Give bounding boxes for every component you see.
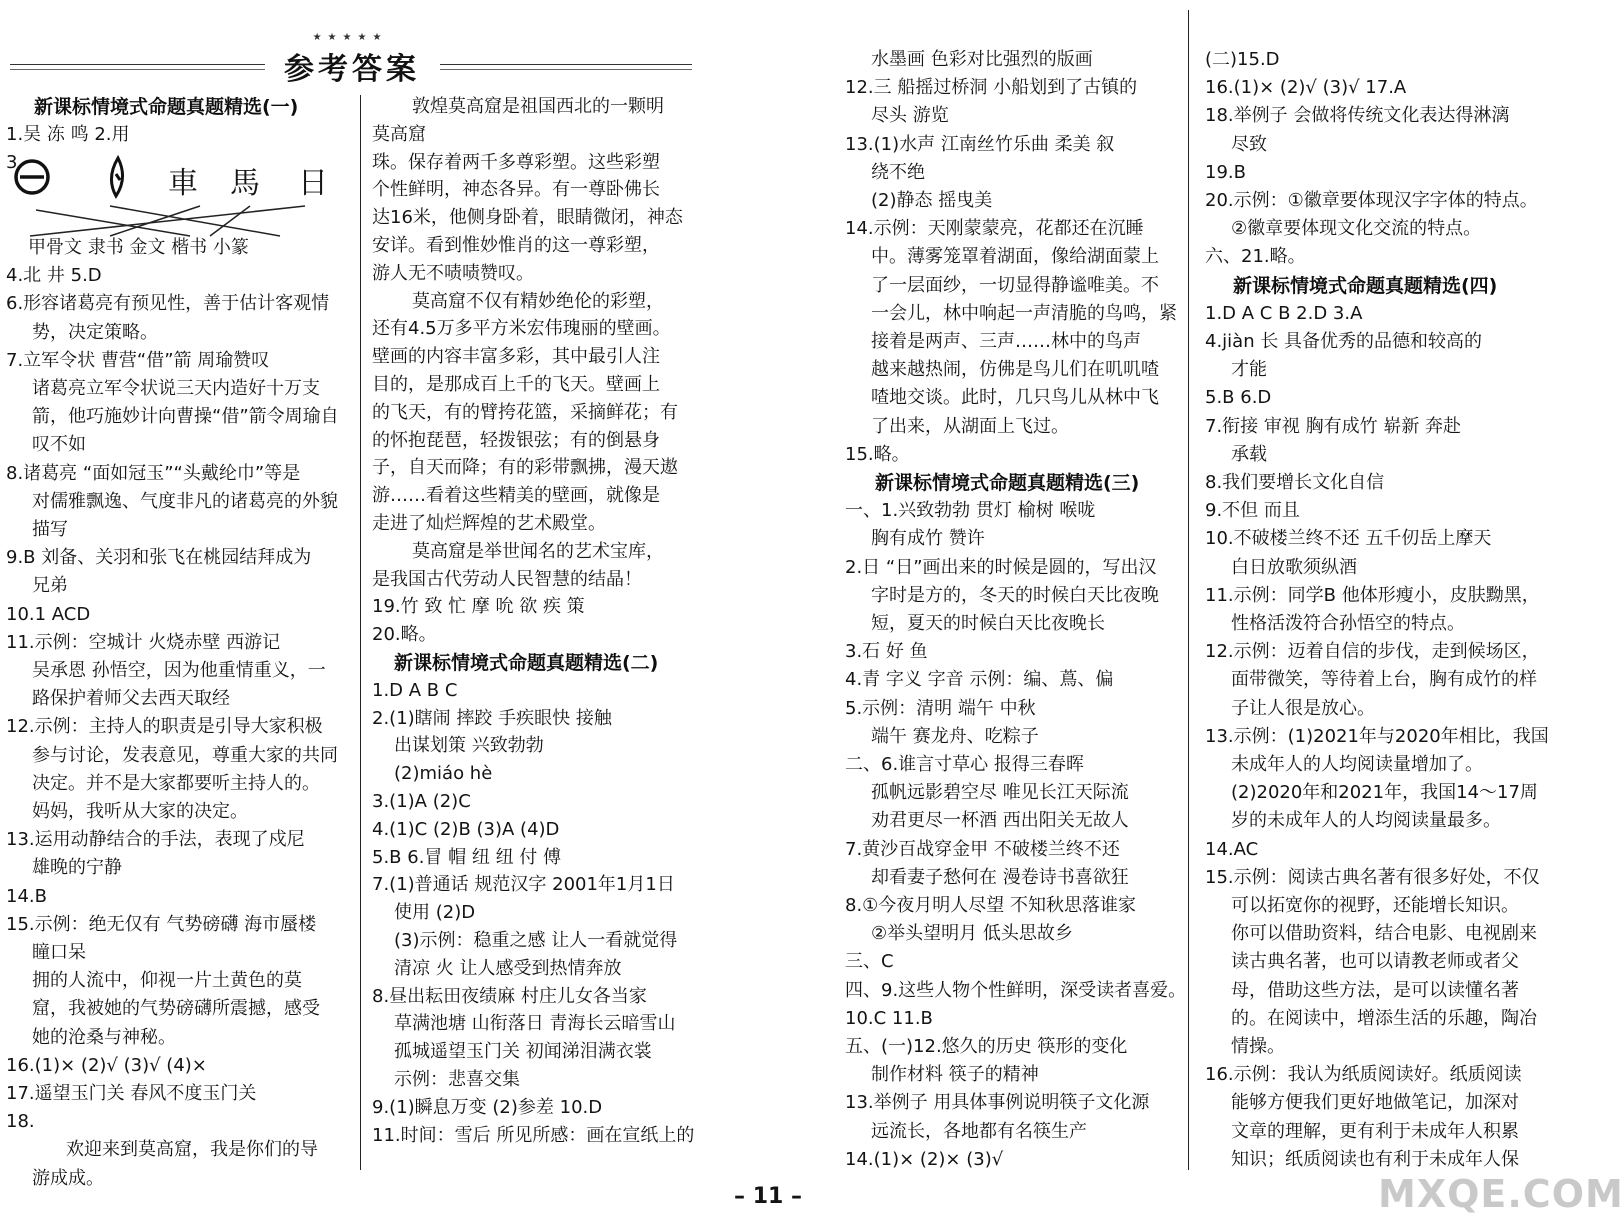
answer-line: 孤帆远影碧空尽 唯见长江天际流 — [871, 782, 1129, 804]
answer-line: 一、1.兴致勃勃 贯灯 榆树 喉咙 — [845, 500, 1096, 522]
answer-line: 2.(1)瞎闹 摔跤 手疾眼快 接触 — [372, 707, 612, 729]
title-rule-left — [10, 64, 265, 65]
answer-line: (2)miáo hè — [394, 763, 493, 785]
answer-line: 4.北 井 5.D — [6, 265, 102, 287]
answer-line: 越来越热闹，仿佛是鸟儿们在叽叽喳 — [871, 359, 1159, 381]
answer-line: 8.①今夜月明人尽望 不知秋思落谁家 — [845, 895, 1137, 916]
answer-line: 子让人很是放心。 — [1231, 697, 1375, 719]
answer-line: 15.示例：绝无仅有 气势磅礴 海市蜃楼 — [6, 913, 317, 935]
answer-line: 可以拓宽你的视野，还能增长知识。 — [1231, 895, 1519, 916]
answer-line: 的飞天，有的臂挎花篮，采摘鲜花；有 — [372, 401, 678, 423]
answer-line: 瞳口呆 — [32, 942, 86, 963]
answer-line: 诸葛亮立军令状说三天内造好十万支 — [32, 378, 320, 399]
answer-line: 8.诸葛亮 “面如冠玉”“头戴纶巾”等是 — [6, 462, 301, 484]
answer-line: 文章的理解，更有利于未成年人积累 — [1231, 1120, 1519, 1142]
answer-line: ②举头望明月 低头思故乡 — [871, 923, 1073, 945]
answer-line: 尽致 — [1231, 133, 1267, 155]
answer-line: 7.(1)普通话 规范汉字 2001年1月1日 — [372, 874, 675, 896]
answer-line: 接着是两声、三声……林中的鸟声 — [871, 331, 1141, 352]
column-divider-2 — [1188, 10, 1189, 1170]
answer-line: 15.示例：阅读古典名著有很多好处，不仅 — [1205, 866, 1540, 888]
answer-line: 吴承恩 孙悟空，因为他重情重义，一 — [32, 660, 326, 681]
answer-line: 13.示例：(1)2021年与2020年相比，我国 — [1205, 725, 1549, 747]
answer-line: 子，自天而降；有的彩带飘拂，漫天遨 — [372, 457, 678, 479]
answer-line: 敦煌莫高窟是祖国西北的一颗明 — [412, 96, 664, 117]
answer-line: 12.示例：迈着自信的步伐，走到候场区， — [1205, 641, 1540, 663]
answer-line: 莫高窟不仅有精妙绝伦的彩塑， — [412, 290, 664, 312]
answer-line: 个性鲜明，神态各异。有一尊卧佛长 — [372, 179, 660, 201]
answer-line: 7.衔接 审视 胸有成竹 崭新 奔赴 — [1205, 415, 1462, 437]
answer-line: 出谋划策 兴致勃勃 — [394, 735, 544, 757]
answer-line: 16.示例：我认为纸质阅读好。纸质阅读 — [1205, 1064, 1522, 1086]
script-matching-diagram — [0, 150, 350, 240]
answer-line: 14.示例：天刚蒙蒙亮，花都还在沉睡 — [845, 218, 1144, 240]
answer-line: 达16米，他侧身卧着，眼睛微闭，神态 — [372, 207, 683, 229]
answer-line: 17.遥望玉门关 春风不度玉门关 — [6, 1083, 257, 1104]
answer-line: 5.B 6.冒 帽 纽 纽 付 傅 — [372, 846, 562, 868]
answer-line: 19.竹 致 忙 摩 吮 欲 疾 策 — [372, 596, 585, 618]
answer-line: 11.时间：雪后 所见所感：画在宣纸上的 — [372, 1124, 695, 1146]
answer-line: 读古典名著，也可以请教老师或者父 — [1231, 951, 1519, 973]
answer-line: 7.立军令状 曹营“借”箭 周瑜赞叹 — [6, 349, 270, 371]
answer-line: 你可以借助资料，结合电影、电视剧来 — [1231, 923, 1537, 945]
answer-line: 示例：悲喜交集 — [394, 1069, 520, 1090]
answer-line: 未成年人的人均阅读量增加了。 — [1231, 754, 1483, 775]
answer-line: 面带微笑，等待着上台，胸有成竹的样 — [1231, 669, 1537, 691]
answer-line: 3.(1)A (2)C — [372, 791, 471, 812]
answer-line: 二、6.谁言寸草心 报得三春晖 — [845, 754, 1084, 775]
answer-line: ②徽章要体现文化交流的特点。 — [1231, 218, 1482, 240]
answer-line: 性格活泼符合孙悟空的特点。 — [1231, 613, 1465, 634]
page-number: – 11 – — [734, 1184, 802, 1209]
answer-line: 喳地交谈。此时，几只鸟儿从林中飞 — [871, 387, 1159, 409]
answer-line: 20.示例：①徽章要体现汉字字体的特点。 — [1205, 190, 1538, 211]
title-rule-right — [440, 64, 692, 65]
answer-line: 清凉 火 让人感受到热情奔放 — [394, 957, 622, 979]
answer-line: 4.jiàn 长 具备优秀的品德和较高的 — [1205, 331, 1483, 352]
section-heading: 新课标情境式命题真题精选(四) — [1233, 274, 1498, 297]
answer-line: 能够方便我们更好地做笔记，加深对 — [1231, 1092, 1519, 1114]
answer-line: 走进了灿烂辉煌的艺术殿堂。 — [372, 513, 606, 534]
answer-line: 窟，我被她的气势磅礴所震撼，感受 — [32, 998, 320, 1020]
answer-line: 水墨画 色彩对比强烈的版画 — [871, 49, 1093, 70]
answer-line: 知识；纸质阅读也有利于未成年人保 — [1231, 1148, 1519, 1170]
answer-line: 才能 — [1231, 359, 1267, 381]
answer-line: 拥的人流中，仰视一片土黄色的莫 — [32, 970, 302, 992]
bronze-glyph — [111, 158, 122, 196]
answer-line: 承载 — [1231, 443, 1267, 465]
answer-line: (2)静态 摇曳美 — [871, 190, 993, 211]
answer-line: 制作材料 筷子的精神 — [871, 1064, 1039, 1086]
answer-line: 势，决定策略。 — [32, 321, 158, 343]
answer-line: 2.日 “日”画出来的时候是圆的，写出汉 — [845, 556, 1157, 578]
answer-line: 8.昼出耘田夜绩麻 村庄儿女各当家 — [372, 985, 647, 1007]
answer-line: 情操。 — [1231, 1036, 1285, 1057]
answer-line: 决定。并不是大家都要听主持人的。 — [32, 772, 320, 794]
answer-line: 对儒雅飘逸、气度非凡的诸葛亮的外貌 — [32, 490, 338, 512]
answer-line: 还有4.5万多平方米宏伟瑰丽的壁画。 — [372, 318, 671, 340]
section-heading: 新课标情境式命题真题精选(一) — [34, 96, 299, 118]
answer-line: 3. — [6, 152, 24, 174]
answer-line: 六、21.略。 — [1205, 246, 1306, 268]
answer-line: 参与讨论，发表意见，尊重大家的共同 — [32, 744, 338, 766]
match-line-3 — [110, 206, 200, 236]
answer-line: 岁的未成年人的人均阅读量最多。 — [1231, 810, 1501, 832]
title-rule-right-thin — [440, 69, 692, 70]
answer-line: 1.吴 冻 鸣 2.用 — [6, 124, 130, 146]
answer-line: 中。薄雾笼罩着湖面，像给湖面蒙上 — [871, 246, 1159, 268]
answer-line: 4.(1)C (2)B (3)A (4)D — [372, 818, 560, 840]
answer-line: 游……看着这些精美的壁画，就像是 — [372, 485, 660, 507]
answer-line: 了出来，从湖面上飞过。 — [871, 415, 1069, 437]
answer-line: 五、(一)12.悠久的历史 筷形的变化 — [845, 1036, 1128, 1057]
answer-line: (3)示例：稳重之感 让人一看就觉得 — [394, 930, 678, 951]
answer-line: 18.举例子 会做将传统文化表达得淋漓 — [1205, 105, 1510, 127]
answer-line: 安详。看到惟妙惟肖的这一尊彩塑， — [372, 235, 660, 256]
answer-line: 7.黄沙百战穿金甲 不破楼兰终不还 — [845, 838, 1120, 860]
answer-line: 1.D A B C — [372, 679, 458, 701]
answer-line: 游成成。 — [32, 1167, 104, 1189]
answer-line: 叹不如 — [32, 434, 86, 456]
answer-line: 母，借助这些方法，是可以读懂名著 — [1231, 979, 1519, 1001]
answer-line: 尽头 游览 — [871, 105, 949, 127]
answer-line: 3.石 好 鱼 — [845, 641, 928, 663]
answer-line: 12.三 船摇过桥洞 小船划到了古镇的 — [845, 77, 1138, 99]
answer-line: 11.示例：空城计 火烧赤壁 西游记 — [6, 631, 281, 653]
script-glyph-ri: 日 — [298, 166, 328, 201]
answer-line: 白日放歌须纵酒 — [1231, 556, 1357, 578]
answer-line: 远流长，各地都有名筷生产 — [871, 1120, 1087, 1142]
answer-line: 10.C 11.B — [845, 1007, 933, 1029]
answer-line: 孤城遥望玉门关 初闻涕泪满衣裳 — [394, 1041, 652, 1063]
answer-line: 甲骨文 隶书 金文 楷书 小篆 — [28, 237, 249, 258]
answer-line: 13.举例子 用具体事例说明筷子文化源 — [845, 1092, 1150, 1114]
answer-line: 她的沧桑与神秘。 — [32, 1026, 176, 1048]
answer-line: 11.示例：同学B 他体形瘦小，皮肤黝黑， — [1205, 584, 1540, 606]
answer-line: 路保护着师父去西天取经 — [32, 688, 230, 710]
section-heading: 新课标情境式命题真题精选(二) — [394, 652, 659, 674]
title-rule-left-thin — [10, 69, 265, 70]
answer-line: 欢迎来到莫高窟，我是你们的导 — [66, 1139, 318, 1161]
answer-line: 妈妈，我听从大家的决定。 — [32, 801, 248, 822]
answer-line: 14.B — [6, 885, 47, 907]
answer-line: 18. — [6, 1111, 35, 1133]
answer-line: 9.B 刘备、关羽和张飞在桃园结拜成为 — [6, 547, 312, 569]
answer-line: 劝君更尽一杯酒 西出阳关无故人 — [871, 810, 1129, 832]
answer-line: 是我国古代劳动人民智慧的结晶！ — [372, 568, 642, 590]
answer-line: 珠。保存着两千多尊彩塑。这些彩塑 — [372, 151, 660, 173]
answer-line: 的怀抱琵琶，轻拨银弦；有的倒悬身 — [372, 429, 660, 451]
answer-line: 13.(1)水声 江南丝竹乐曲 柔美 叙 — [845, 133, 1115, 155]
answer-line: 的。在阅读中，增添生活的乐趣，陶冶 — [1231, 1007, 1537, 1029]
answer-line: 使用 (2)D — [394, 902, 476, 924]
answer-line: 9.不但 而且 — [1205, 500, 1300, 522]
answer-line: 13.运用动静结合的手法，表现了戍尼 — [6, 829, 305, 851]
answer-line: 三、C — [845, 951, 894, 973]
answer-line: 5.B 6.D — [1205, 387, 1272, 409]
answer-line: 9.(1)瞬息万变 (2)参差 10.D — [372, 1096, 603, 1118]
match-line-4 — [210, 206, 250, 236]
answer-line: 端午 赛龙舟、吃粽子 — [871, 725, 1039, 747]
answer-line: 四、9.这些人物个性鲜明，深受读者喜爱。 — [845, 979, 1187, 1001]
page-title: 参考答案 — [284, 52, 420, 87]
answer-line: 1.D A C B 2.D 3.A — [1205, 302, 1363, 324]
answer-line: 游人无不啧啧赞叹。 — [372, 262, 534, 284]
answer-line: 4.青 字义 字音 示例：编、蔦、偏 — [845, 669, 1114, 691]
answer-line: 目的，是那成百上千的飞天。壁画上 — [372, 374, 660, 395]
answer-line: 却看妻子愁何在 漫卷诗书喜欲狂 — [871, 866, 1129, 888]
answer-line: 描写 — [32, 519, 68, 540]
answer-line: 10.不破楼兰终不还 五千仞岳上摩天 — [1205, 528, 1492, 550]
answer-line: 壁画的内容丰富多彩，其中最引人注 — [372, 346, 660, 368]
answer-line: 莫高窟 — [372, 123, 426, 145]
answer-line: 10.1 ACD — [6, 603, 91, 625]
answer-line: 12.示例：主持人的职责是引导大家积极 — [6, 716, 323, 738]
answer-line: 短，夏天的时候白天比夜晚长 — [871, 613, 1105, 634]
answer-line: 胸有成竹 赞许 — [871, 528, 985, 550]
answer-line: 16.(1)× (2)√ (3)√ 17.A — [1205, 77, 1407, 99]
answer-line: 14.AC — [1205, 838, 1259, 860]
answer-line: 兄弟 — [32, 575, 68, 597]
answer-line: 莫高窟是举世闻名的艺术宝库， — [412, 540, 664, 562]
answer-line: 19.B — [1205, 161, 1246, 183]
answer-line: 8.我们要增长文化自信 — [1205, 472, 1385, 493]
answer-line: 15.略。 — [845, 443, 910, 465]
answer-line: 6.形容诸葛亮有预见性，善于估计客观情 — [6, 293, 330, 315]
answer-line: 14.(1)× (2)× (3)√ — [845, 1148, 1004, 1170]
section-heading: 新课标情境式命题真题精选(三) — [875, 472, 1140, 494]
answer-line: 了一层面纱，一切显得静谧唯美。不 — [871, 274, 1159, 296]
answer-line: 雄晚的宁静 — [32, 857, 122, 879]
column-divider-1 — [360, 95, 361, 1170]
script-glyph-che: 車 — [168, 166, 198, 201]
watermark-logo: MXQE.COM — [1378, 1172, 1624, 1216]
answer-line: (2)2020年和2021年，我国14～17周 — [1231, 782, 1538, 804]
answer-line: 箭，他巧施妙计向曹操“借”箭令周瑜自 — [32, 406, 339, 428]
match-line-2 — [110, 206, 280, 236]
answer-line: 16.(1)× (2)√ (3)√ (4)× — [6, 1054, 207, 1076]
answer-line: 草满池塘 山衔落日 青海长云暗雪山 — [394, 1013, 676, 1035]
answer-line: 5.示例：清明 端午 中秋 — [845, 697, 1036, 719]
answer-line: 一会儿，林中响起一声清脆的鸟鸣，紧 — [871, 302, 1177, 324]
answer-line: 20.略。 — [372, 624, 437, 646]
script-glyph-ma: 馬 — [230, 166, 260, 201]
answer-line: (二)15.D — [1205, 49, 1280, 70]
title-stars: ★★★★★ — [312, 32, 388, 43]
answer-line: 字时是方的，冬天的时候白天比夜晚 — [871, 584, 1159, 606]
answer-line: 绕不绝 — [871, 161, 925, 183]
